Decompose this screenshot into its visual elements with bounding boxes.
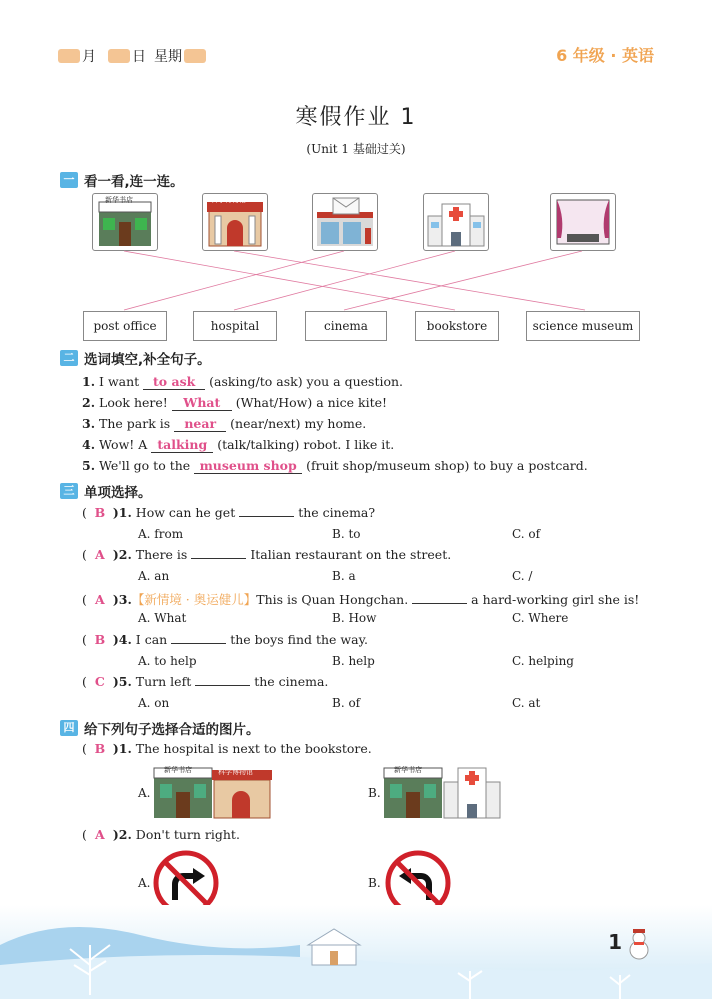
bookstore-museum-picture[interactable]: [152, 762, 272, 824]
museum-sign: 科学博物馆: [211, 196, 246, 204]
section-title: 单项选择。: [84, 485, 152, 501]
choice-question: ( B )1. How can he get the cinema?: [82, 505, 376, 520]
month-label: 月: [82, 49, 96, 65]
blank: [191, 558, 246, 559]
section-heading: [60, 481, 152, 501]
option-a-label: A.: [138, 786, 151, 800]
museum-sign: 科学博物馆: [218, 768, 253, 776]
choice-answer[interactable]: A: [95, 547, 105, 562]
option-c[interactable]: C. /: [512, 569, 533, 583]
page-subtitle: (Unit 1 基础过关): [306, 142, 406, 156]
choice-answer[interactable]: C: [94, 674, 105, 689]
section-title: 选词填空,补全句子。: [84, 352, 211, 368]
word-box[interactable]: cinema: [305, 311, 387, 341]
answer-blank[interactable]: What: [172, 395, 232, 411]
option-a[interactable]: A. to help: [138, 654, 197, 668]
choice-question: ( C )5. Turn left the cinema.: [82, 674, 329, 689]
section-heading: [60, 718, 260, 738]
fill-sentence: 5. We'll go to the museum shop (fruit shop/museum shop) to buy a postcard.: [82, 458, 588, 473]
choice-question: ( A )3.【新情境 · 奥运健儿】This is Quan Hongchan. a hard-working girl she is!: [82, 592, 640, 607]
word-box[interactable]: post office: [83, 311, 167, 341]
fill-sentence: 4. Wow! A talking (talk/talking) robot. I like it.: [82, 437, 395, 452]
section-number: 一: [60, 172, 78, 188]
word-box[interactable]: science museum: [526, 311, 640, 341]
option-c[interactable]: C. helping: [512, 654, 574, 668]
section-title: 给下列句子选择合适的图片。: [84, 722, 260, 738]
picture-question: ( B )1. The hospital is next to the bookstore.: [82, 741, 372, 756]
option-b-label: B.: [368, 786, 381, 800]
choice-question: ( A )2. There is Italian restaurant on the street.: [82, 547, 452, 562]
snowman-icon: [626, 928, 652, 960]
choice-answer[interactable]: B: [94, 632, 106, 647]
option-b-label: B.: [368, 876, 381, 890]
option-b[interactable]: B. help: [332, 654, 375, 668]
grade-label: 6 年级 · 英语: [556, 46, 654, 65]
picture-question: ( A )2. Don't turn right.: [82, 827, 240, 842]
word-box[interactable]: bookstore: [415, 311, 499, 341]
page-number: 1: [608, 930, 622, 954]
fill-sentence: 3. The park is near (near/next) my home.: [82, 416, 367, 431]
section-number: 三: [60, 483, 78, 499]
weekday-label: 星期: [154, 49, 182, 65]
bookstore-hospital-picture[interactable]: [382, 762, 504, 824]
choice-answer[interactable]: A: [95, 592, 105, 607]
context-tag: 【新情境 · 奥运健儿】: [131, 592, 257, 607]
choice-answer[interactable]: B: [94, 741, 106, 756]
section-number: 四: [60, 720, 78, 736]
fill-sentence: 1. I want to ask (asking/to ask) you a question.: [82, 374, 404, 389]
section-title: 看一看,连一连。: [84, 174, 184, 190]
option-a[interactable]: A. on: [138, 696, 170, 710]
answer-blank[interactable]: talking: [151, 437, 213, 453]
word-box[interactable]: hospital: [193, 311, 277, 341]
option-a-label: A.: [138, 876, 151, 890]
winter-scenery: [0, 905, 712, 999]
section-number: 二: [60, 350, 78, 366]
day-label: 日: [132, 49, 146, 65]
answer-blank[interactable]: museum shop: [194, 458, 302, 474]
blank: [171, 643, 226, 644]
option-b[interactable]: B. a: [332, 569, 356, 583]
choice-question: ( B )4. I can the boys find the way.: [82, 632, 368, 647]
option-b[interactable]: B. How: [332, 611, 377, 625]
page-title: 寒假作业 1: [295, 105, 417, 130]
option-c[interactable]: C. of: [512, 527, 541, 541]
matching-lines: [0, 0, 712, 330]
choice-answer[interactable]: B: [94, 505, 106, 520]
bookstore-sign: 新华书店: [105, 196, 133, 204]
option-a[interactable]: A. from: [138, 527, 184, 541]
blank: [239, 516, 294, 517]
section-heading: [60, 348, 211, 368]
option-b[interactable]: B. to: [332, 527, 361, 541]
answer-blank[interactable]: to ask: [143, 374, 205, 390]
option-c[interactable]: C. Where: [512, 611, 569, 625]
bookstore-sign: 新华书店: [164, 766, 192, 774]
fill-sentence: 2. Look here! What (What/How) a nice kite!: [82, 395, 388, 410]
choice-answer[interactable]: A: [95, 827, 105, 842]
blank: [412, 603, 467, 604]
option-c[interactable]: C. at: [512, 696, 541, 710]
answer-blank[interactable]: near: [174, 416, 226, 432]
bookstore-sign: 新华书店: [394, 766, 422, 774]
blank: [195, 685, 250, 686]
option-a[interactable]: A. an: [138, 569, 170, 583]
option-a[interactable]: A. What: [138, 611, 187, 625]
option-b[interactable]: B. of: [332, 696, 361, 710]
